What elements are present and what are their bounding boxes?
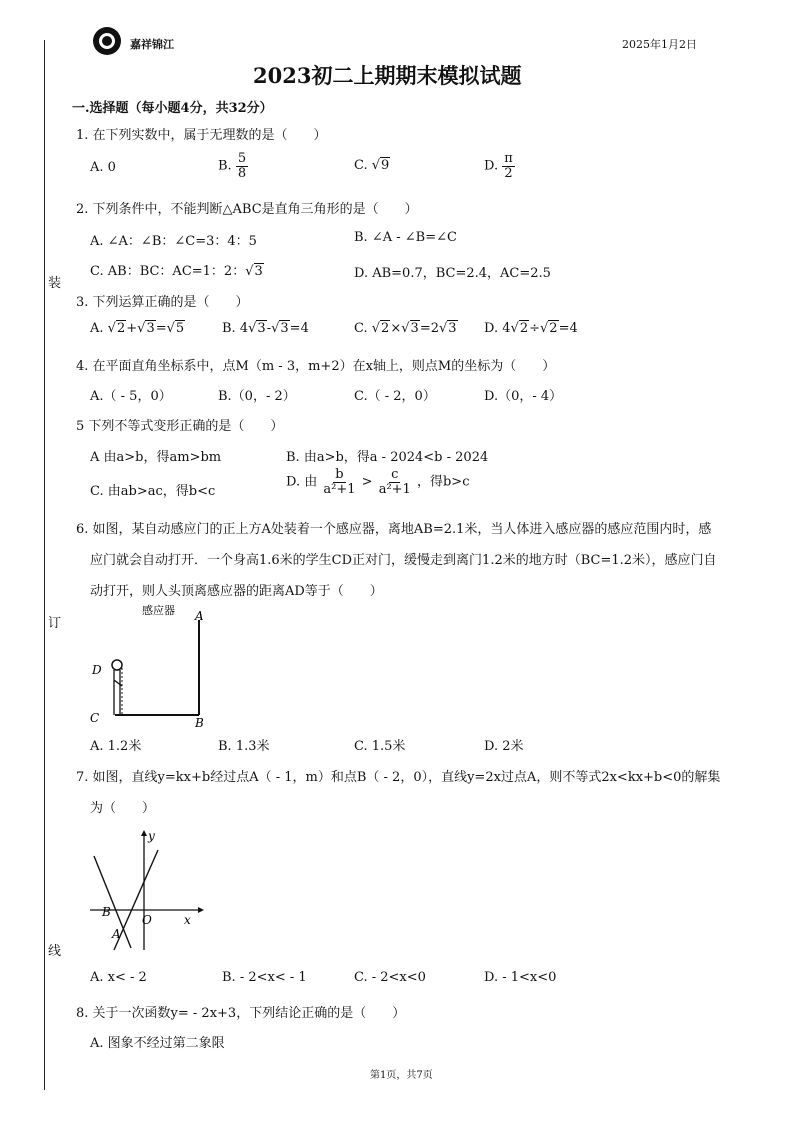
q1-stem: 1. 在下列实数中，属于无理数的是（ ）: [76, 128, 327, 143]
q5-option-a: A 由a>b，得am>bm: [90, 450, 222, 465]
q4-option-c: C.（ - 2，0）: [354, 389, 436, 404]
q6-label-sensor: 感应器: [142, 604, 175, 617]
q7-option-a: A. x< - 2: [90, 970, 147, 985]
q6-label-d: D: [92, 663, 102, 677]
q7-option-c: C. - 2<x<0: [354, 970, 426, 985]
binding-char-zhuang: 装: [48, 276, 62, 291]
binding-char-xian: 线: [48, 944, 62, 959]
q1-option-c: C. √9: [354, 158, 390, 173]
q2-option-b: B. ∠A - ∠B=∠C: [354, 230, 457, 245]
q6-stem-line2: 应门就会自动打开．一个身高1.6米的学生CD正对门，缓慢走到离门1.2米的地方时（BC=1.2米），感应门自: [90, 553, 717, 568]
q7-label-y: y: [148, 829, 155, 843]
q3-option-d: D. 4√2÷√2=4: [484, 321, 578, 336]
q7-option-d: D. - 1<x<0: [484, 970, 557, 985]
q6-label-a: A: [195, 609, 204, 623]
q6-label-c: C: [90, 711, 100, 725]
q2-option-a: A. ∠A：∠B：∠C=3：4：5: [90, 234, 257, 249]
school-logo-icon: [92, 26, 122, 56]
q7-y-arrow: [141, 830, 147, 836]
section-heading: 一.选择题（每小题4分，共32分）: [72, 101, 273, 116]
q8-option-a: A. 图象不经过第二象限: [90, 1036, 225, 1051]
q6-figure: [82, 600, 222, 730]
q6-option-a: A. 1.2米: [90, 739, 142, 754]
q7-option-b: B. - 2<x< - 1: [222, 970, 307, 985]
q1-option-d: D. $\frac{\pi}{2}$: [484, 151, 513, 181]
page-footer: 第1页，共7页: [370, 1070, 433, 1081]
q6-head-circle: [112, 660, 122, 670]
binding-line: [44, 40, 45, 1090]
q8-stem: 8. 关于一次函数y= - 2x+3，下列结论正确的是（ ）: [76, 1006, 406, 1021]
q2-option-d: D. AB=0.7，BC=2.4，AC=2.5: [354, 266, 551, 281]
brand-name: 嘉祥锦江: [130, 38, 174, 51]
q1-option-a: A. 0: [90, 160, 116, 175]
q3-stem: 3. 下列运算正确的是（ ）: [76, 295, 249, 310]
q5-option-c: C. 由ab>ac，得b<c: [90, 484, 216, 499]
q6-option-c: C. 1.5米: [354, 739, 406, 754]
q5-stem: 5 下列不等式变形正确的是（ ）: [76, 419, 284, 434]
q7-stem-line2: 为（ ）: [90, 801, 156, 816]
q6-student-body: [114, 670, 122, 715]
q4-option-b: B.（0，- 2）: [218, 389, 296, 404]
q6-label-b: B: [195, 716, 204, 730]
q5-option-d: D. 由 $\frac{b}{\text{a²+1}}$ > $\frac{c}{\text{a²+1}}$ ，得b>c: [286, 467, 470, 497]
q3-option-a: A. √2+√3=√5: [90, 321, 185, 336]
q7-label-a: A: [112, 927, 121, 941]
q2-option-c: C. AB：BC：AC=1：2：√3: [90, 264, 263, 279]
q7-x-arrow: [198, 907, 204, 913]
q7-label-o: O: [142, 913, 152, 927]
q7-label-b: B: [102, 905, 111, 919]
q7-figure: [86, 828, 206, 958]
q7-label-x: x: [184, 913, 191, 927]
page-title: 2023初二上期期末模拟试题: [253, 63, 522, 88]
header-date: 2025年1月2日: [622, 38, 697, 51]
q3-option-b: B. 4√3-√3=4: [222, 321, 309, 336]
q6-option-b: B. 1.3米: [218, 739, 270, 754]
binding-char-ding: 订: [48, 616, 62, 631]
q6-option-d: D. 2米: [484, 739, 524, 754]
q5-option-b: B. 由a>b，得a - 2024<b - 2024: [286, 450, 489, 465]
q7-stem-line1: 7. 如图，直线y=kx+b经过点A（ - 1，m）和点B（ - 2，0），直线y=2x过点A，则不等式2x<kx+b<0的解集: [76, 770, 721, 785]
q4-stem: 4. 在平面直角坐标系中，点M（m - 3，m+2）在x轴上，则点M的坐标为（ ）: [76, 359, 556, 374]
q3-option-c: C. √2×√3=2√3: [354, 321, 457, 336]
q6-stem-line3: 动打开，则人头顶离感应器的距离AD等于（ ）: [90, 584, 383, 599]
q2-stem: 2. 下列条件中，不能判断△ABC是直角三角形的是（ ）: [76, 202, 418, 217]
q1-option-b: B. $\frac{5}{8}$: [218, 151, 247, 181]
q6-stem-line1: 6. 如图，某自动感应门的正上方A处装着一个感应器，离地AB=2.1米，当人体进入感应器的感应范围内时，感: [76, 522, 712, 537]
q4-option-a: A.（ - 5，0）: [90, 389, 172, 404]
q4-option-d: D.（0，- 4）: [484, 389, 563, 404]
